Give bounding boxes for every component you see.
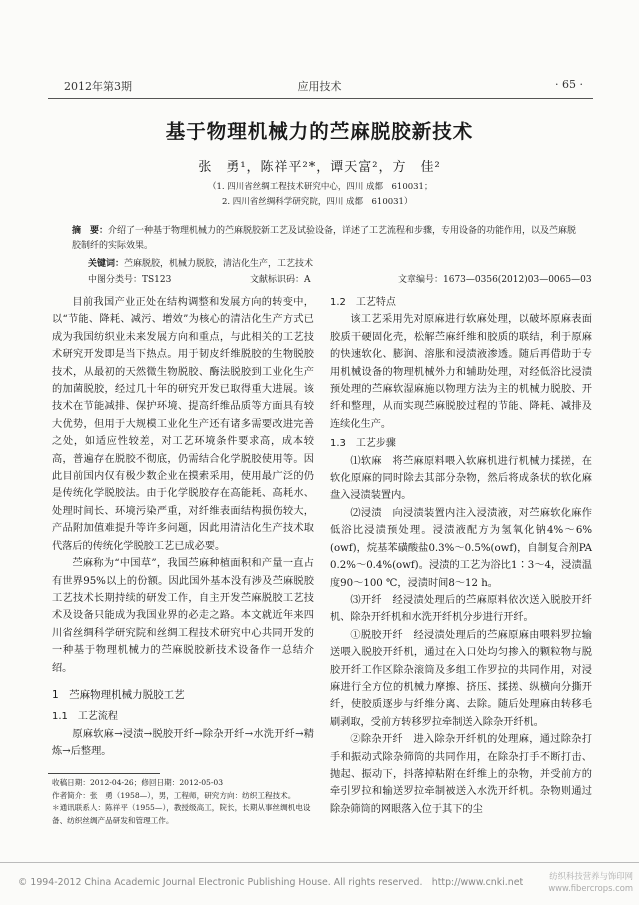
footnotes [52,777,314,827]
paper-title: 基于物理机械力的苎麻脱胶新技术 [165,120,474,143]
footnote-author-bio: 作者简介：张 勇（1958—），男，工程师，研究方向：纺织工程技术。 [52,790,296,800]
abstract [72,224,580,254]
author-line: 张 勇¹，陈祥平²*，谭天富²，方 佳² [198,160,441,175]
watermark-text: 纺织科技营养与饰印网 [549,871,633,881]
section-label: 应用技术 [297,80,342,93]
clc-number: 中图分类号：TS123 [88,275,172,285]
step-impurity-removal: ②除杂开纤 进入除杂开纤机的处理麻，通过除杂打手和振动式除杂筛筒的共同作用，在除杂打手不断打击、抛起、振动下，抖落掉粘附在纤维上的杂物，并受前方的牵引罗拉和输送罗拉牵制被送入水洗开纤机。杂物则通过除杂筛筒的网眼落入位于其下的尘 [330,734,592,815]
section-1-heading: 1 苎麻物理机械力脱胶工艺 [52,688,185,701]
affiliation-2: 2. 四川省丝绸科学研究院，四川 成都 610031） [222,197,413,207]
right-column [330,294,592,818]
watermark-url: www.fibercrops.com [548,883,633,893]
step-softening: ⑴软麻 将苎麻原料喂入软麻机进行机械力揉搓，在软化原麻的同时除去其部分杂物，然后将成条状的软化麻盘入浸渍装置内。 [330,455,592,502]
step-soaking: ⑵浸渍 向浸渍装置内注入浸渍液，对苎麻软化麻作低浴比浸渍预处理。浸渍液配方为氢氧化钠4%～6%(owf)，烷基苯磺酸盐0.3%～0.5%(owf)，自制复合剂PA 0.2%～0.4%(owf)。浸渍的工艺为浴比1∶3～4，浸渍温度90～100 ℃，浸渍时间8～12 h。 [330,507,592,589]
header-rule [48,98,593,99]
footer-rule [0,862,639,863]
intro-paragraph-2: 苎麻称为“中国草”，我国苎麻种植面积和产量一直占有世界95%以上的份额。因此国外基本没有涉及苎麻脱胶工艺技术长期持续的研发工作，自主开发苎麻脱胶工艺技术及设备只能成为我国业界的必走之路。本文就近年来四川省丝绸科学研究院和丝绸工程技术研究中心共同开发的一种基于物理机械力的苎麻脱胶新技术设备作一总结介绍。 [52,558,314,674]
copyright-notice: © 1994-2012 China Academic Journal Electronic Publishing House. All rights reserved. http://www.cnki.net [18,877,524,888]
process-flow: 原麻软麻→浸渍→脱胶开纤→除杂开纤→水洗开纤→精炼→后整理。 [52,728,314,758]
footnote-received: 收稿日期：2012-04-26；修回日期：2012-05-03 [52,778,224,787]
affiliation-1: （1. 四川省丝绸工程技术研究中心，四川 成都 610031； [208,182,433,192]
abstract-label: 摘 要： [72,226,109,236]
section-1-1-heading: 1.1 工艺流程 [52,711,118,723]
footnote-rule [48,773,160,774]
site-watermark [548,870,633,894]
intro-paragraph-1: 目前我国产业正处在结构调整和发展方向的转变中，以“节能、降耗、减污、增效”为核心的清洁化生产方式已成为我国纺织业未来发展方向和重点，与此相关的工艺技术研究开发即是当下热点。用于韧皮纤维脱胶的生物脱胶技术，从最初的天然微生物脱胶、酶法脱胶到工业化生产的加菌脱胶，经过几十年的研究开发已取得重大进展。该技术在节能减排、保护环境、提高纤维品质等方面具有较大优势，但用于大规模工业化生产还有诸多需要改进完善之处，如适应性较差，对工艺环境条件要求高，成本较高，普遍存在脱胶不彻底，仍需结合化学脱胶使用等。因此目前国内仅有极少数企业在摸索采用，使用最广泛的仍是传统化学脱胶法。由于化学脱胶存在高能耗、高耗水、处理时间长、环境污染严重，对纤维表面结构损伤较大，产品附加值难提升等许多问题，因此用清洁化生产技术取代落后的传统化学脱胶工艺已成必要。 [52,297,314,552]
issue-label: 2012年第3期 [64,80,132,93]
step-opening: ⑶开纤 经浸渍处理后的苎麻原料依次送入脱胶开纤机、除杂开纤机和水洗开纤机分步进行开纤。 [330,594,592,624]
keywords-text: 苎麻脱胶，机械力脱胶，清洁化生产，工艺技术 [124,259,314,269]
document-code: 文献标识码：A [250,275,311,285]
keywords [88,256,313,269]
abstract-text: 介绍了一种基于物理机械力的苎麻脱胶新工艺及试验设备，详述了工艺流程和步骤，专用设备的功能作用，以及苎麻脱胶制纤的实际效果。 [72,226,577,251]
page-number: · 65 · [555,78,583,91]
footnote-corresponding: ＊通讯联系人：陈祥平（1955—），教授级高工，院长，长期从事丝绸机电设备、纺织丝绸产品研发和管理工作。 [52,803,311,825]
left-column [52,294,314,761]
features-paragraph: 该工艺采用先对原麻进行软麻处理，以破坏原麻表面胶质干硬固化壳，松解苎麻纤维和胶质的联结，利于原麻的快速软化、膨润、溶胀和浸渍液渗透。随后再借助于专用机械设备的物理机械外力和辅助处理，对经低浴比浸渍预处理的苎麻软湿麻施以物理方法为主的机械力脱胶、开纤和整理，从而实现苎麻脱胶过程的节能、降耗、减排及连续化生产。 [330,314,592,430]
step-degumming-opening: ①脱胶开纤 经浸渍处理后的苎麻原麻由喂料罗拉输送喂入脱胶开纤机，通过在入口处均匀掺入的颗粒物与脱胶开纤工作区除杂滚筒及多组工作罗拉的共同作用，对浸麻进行全方位的机械力摩擦、挤压、揉搓、纵横向分撕开纤，使胶质逐步与纤维分离、去除。随后处理麻由转移毛刷剥取，受前方转移罗拉牵制送入除杂开纤机。 [330,629,592,728]
article-number: 文章编号：1673—0356(2012)03—0065—03 [398,275,592,285]
keywords-label: 关键词： [88,259,125,269]
section-1-3-heading: 1.3 工艺步骤 [330,438,396,450]
section-1-2-heading: 1.2 工艺特点 [330,297,396,308]
